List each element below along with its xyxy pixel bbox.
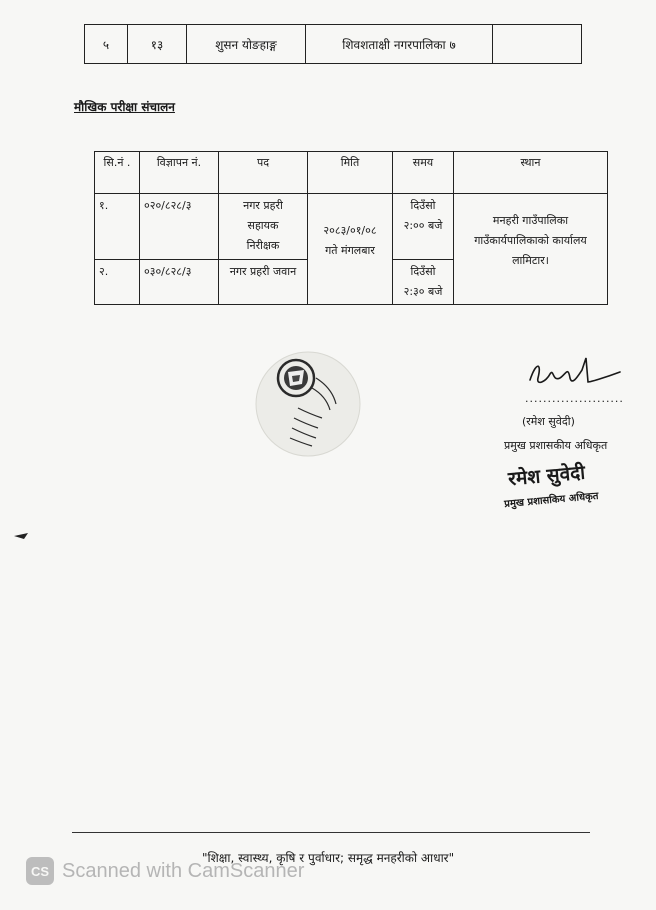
camscanner-logo-icon: CS [26,857,54,885]
row-name: शुसन योङहाङ्ग [187,25,306,64]
time-line: दिउँसो [410,265,436,278]
stamp-title: प्रमुख प्रशासकिय अधिकृत [503,490,599,511]
scanner-watermark [26,857,304,885]
signatory-title: प्रमुख प्रशासकीय अधिकृत [504,439,608,452]
date-line: गते मंगलबार [325,244,375,257]
date-line: २०८३/०१/०८ [323,224,377,237]
venue-line: मनहरी गाउँपालिका [492,214,569,227]
cell-adv-no: ०२०/८२८/३ [140,194,219,260]
post-line: सहायक [247,219,279,232]
cell-date [308,194,393,305]
venue-line: लामिटार। [512,254,549,267]
section-heading: मौखिक परीक्षा संचालन [74,100,175,114]
official-seal [252,348,364,460]
cell-adv-no: ०३०/८२८/३ [140,260,219,305]
cell-time [393,260,454,305]
time-line: २:०० बजे [403,219,443,232]
table-header-row [95,152,608,194]
row-roll: १३ [128,25,187,64]
col-header-time: समय [393,152,454,194]
cell-post [219,260,308,305]
row-sn: ५ [85,25,128,64]
cell-time [393,194,454,260]
time-line: २:३० बजे [403,285,443,298]
col-header-venue: स्थान [454,152,608,194]
watermark-text: Scanned with CamScanner [62,859,305,882]
table-row [85,25,582,64]
post-line: निरीक्षक [246,239,280,252]
candidate-table [84,24,582,64]
stamp-name: रमेश सुवेदी [507,461,586,491]
cell-venue [454,194,608,305]
col-header-post: पद [219,152,308,194]
margin-mark [14,533,28,539]
footer-divider [72,832,590,833]
col-header-date: मिति [308,152,393,194]
row-remarks [493,25,582,64]
signature-dots: ...................... [525,392,624,405]
signatory-name: (रमेश सुवेदी) [522,415,575,428]
post-line: नगर प्रहरी [243,199,283,212]
col-header-adv-no: विज्ञापन नं. [140,152,219,194]
time-line: दिउँसो [410,199,436,212]
oral-exam-table [94,151,608,305]
cell-sn: २. [95,260,140,305]
row-address: शिवशताक्षी नगरपालिका ७ [306,25,493,64]
footer-motto: "शिक्षा, स्वास्थ्य, कृषि र पुर्वाधार; समृद्ध मनहरीको आधार" [202,851,455,865]
col-header-sn: सि.नं . [95,152,140,194]
signature-image [524,352,624,392]
venue-line: गाउँकार्यपालिकाको कार्यालय [474,234,587,247]
cell-post [219,194,308,260]
cell-sn: १. [95,194,140,260]
post-line: नगर प्रहरी जवान [229,265,297,278]
table-row [95,194,608,260]
